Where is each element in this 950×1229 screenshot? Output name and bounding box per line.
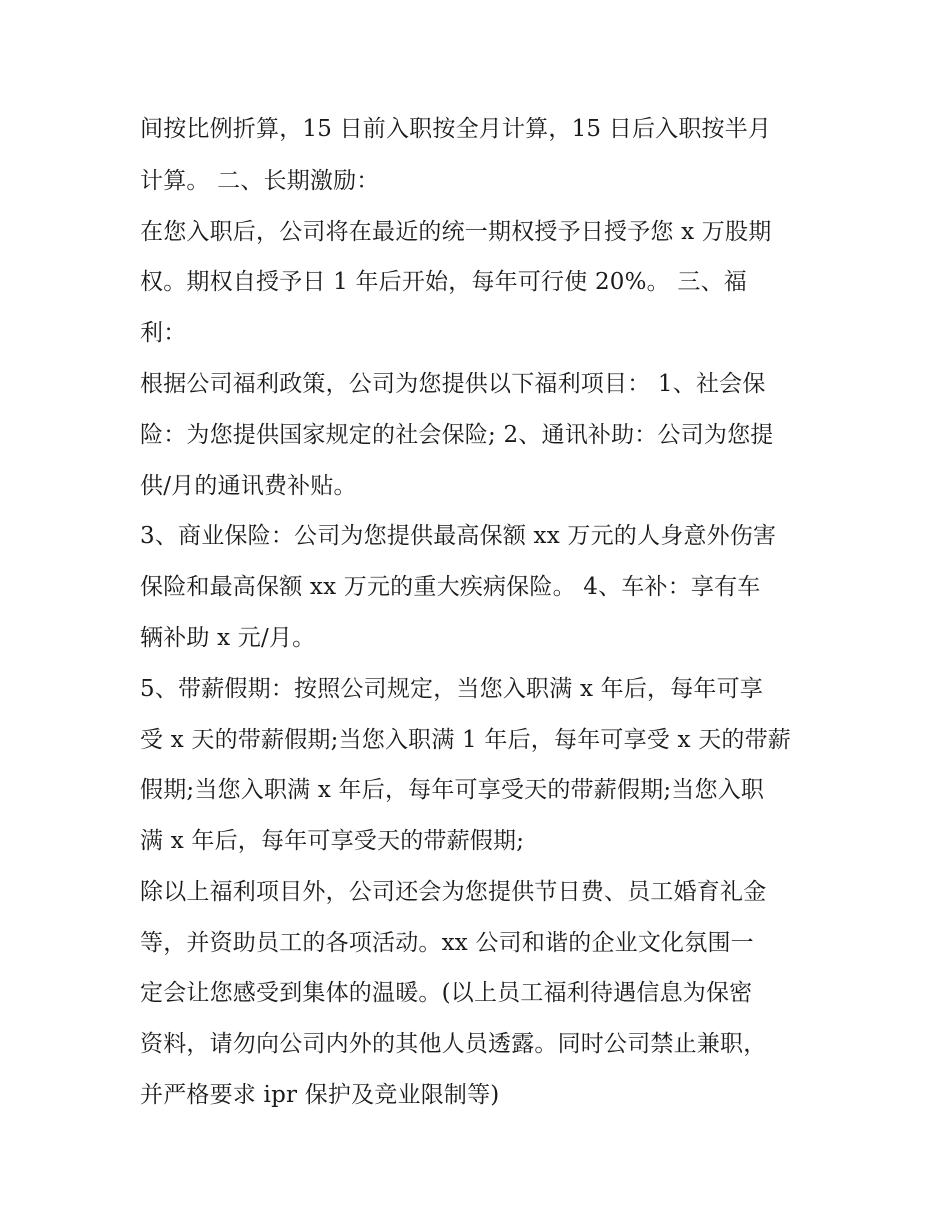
- text-line: 计算。 二、长期激励：: [140, 168, 380, 194]
- text-line: 保险和最高保额 xx 万元的重大疾病保险。 4、车补：享有车: [140, 574, 761, 600]
- text-line: 利：: [140, 320, 187, 346]
- text-line: 权。期权自授予日 1 年后开始，每年可行使 20%。 三、福: [140, 269, 747, 295]
- text-line: 3、商业保险：公司为您提供最高保额 xx 万元的人身意外伤害: [140, 523, 777, 549]
- text-line: 辆补助 x 元/月。: [140, 625, 316, 651]
- text-line: 受 x 天的带薪假期;当您入职满 1 年后，每年可享受 x 天的带薪: [140, 727, 791, 753]
- text-line: 供/月的通讯费补贴。: [140, 473, 357, 499]
- text-line: 间按比例折算，15 日前入职按全月计算，15 日后入职按半月: [140, 116, 772, 142]
- text-line: 资料，请勿向公司内外的其他人员透露。同时公司禁止兼职，: [140, 1031, 767, 1057]
- text-line: 根据公司福利政策，公司为您提供以下福利项目： 1、社会保: [140, 371, 766, 397]
- text-line: 假期;当您入职满 x 年后，每年可享受天的带薪假期;当您入职: [140, 777, 765, 803]
- text-line: 等，并资助员工的各项活动。xx 公司和谐的企业文化氛围一: [140, 930, 754, 956]
- text-line: 在您入职后，公司将在最近的统一期权授予日授予您 x 万股期: [140, 219, 772, 245]
- text-line: 定会让您感受到集体的温暖。(以上员工福利待遇信息为保密: [140, 980, 753, 1006]
- text-line: 除以上福利项目外，公司还会为您提供节日费、员工婚育礼金: [140, 879, 767, 905]
- text-line: 并严格要求 ipr 保护及竞业限制等): [140, 1082, 500, 1108]
- text-line: 险：为您提供国家规定的社会保险; 2、通讯补助：公司为您提: [140, 422, 774, 448]
- text-line: 满 x 年后，每年可享受天的带薪假期;: [140, 828, 525, 854]
- text-line: 5、带薪假期：按照公司规定，当您入职满 x 年后，每年可享: [140, 676, 764, 702]
